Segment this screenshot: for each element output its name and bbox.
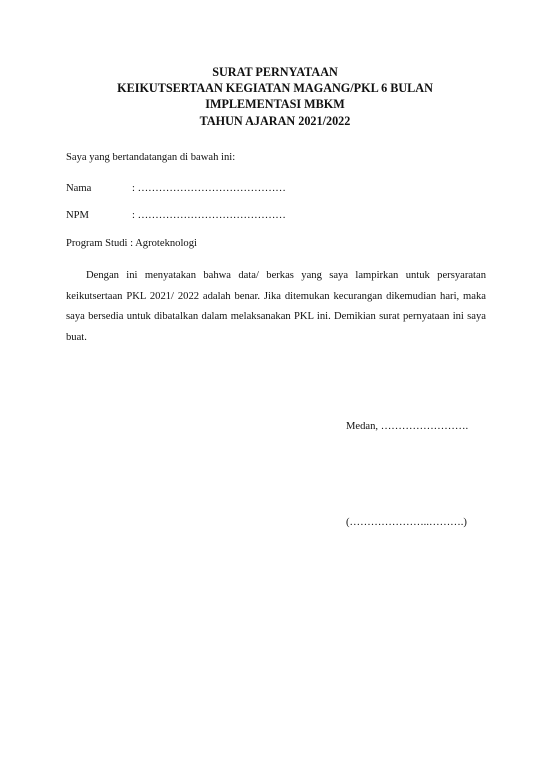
document-title [0, 64, 550, 129]
field-npm [66, 210, 286, 221]
field-nama [66, 183, 286, 194]
title-line-3: IMPLEMENTASI MBKM [205, 97, 345, 112]
statement-paragraph: Dengan ini menyatakan bahwa data/ berkas yang saya lampirkan untuk persyaratan keikutsertaan PKL 2021/ 2022 adalah benar. Jika ditemukan kecurangan dikemudian hari, maka saya bersedia untuk dibatalkan dalam melaksanakan PKL ini. Demikian surat pernyataan ini saya buat. [66, 270, 486, 343]
program-studi: Program Studi : Agroteknologi [66, 238, 197, 249]
title-line-1: SURAT PERNYATAAN [212, 65, 338, 79]
title-line-2: KEIKUTSERTAAN KEGIATAN MAGANG/PKL 6 BULAN [117, 81, 433, 96]
nama-label: Nama [66, 183, 92, 194]
npm-label: NPM [66, 210, 89, 221]
place-date: Medan, ……………………. [346, 421, 469, 432]
signature-line: (…………………..……….) [346, 517, 467, 528]
npm-value: : …………………………………… [132, 210, 286, 221]
intro-text: Saya yang bertandatangan di bawah ini: [66, 152, 236, 163]
nama-value: : …………………………………… [132, 183, 286, 194]
title-line-4: TAHUN AJARAN 2021/2022 [199, 113, 351, 128]
